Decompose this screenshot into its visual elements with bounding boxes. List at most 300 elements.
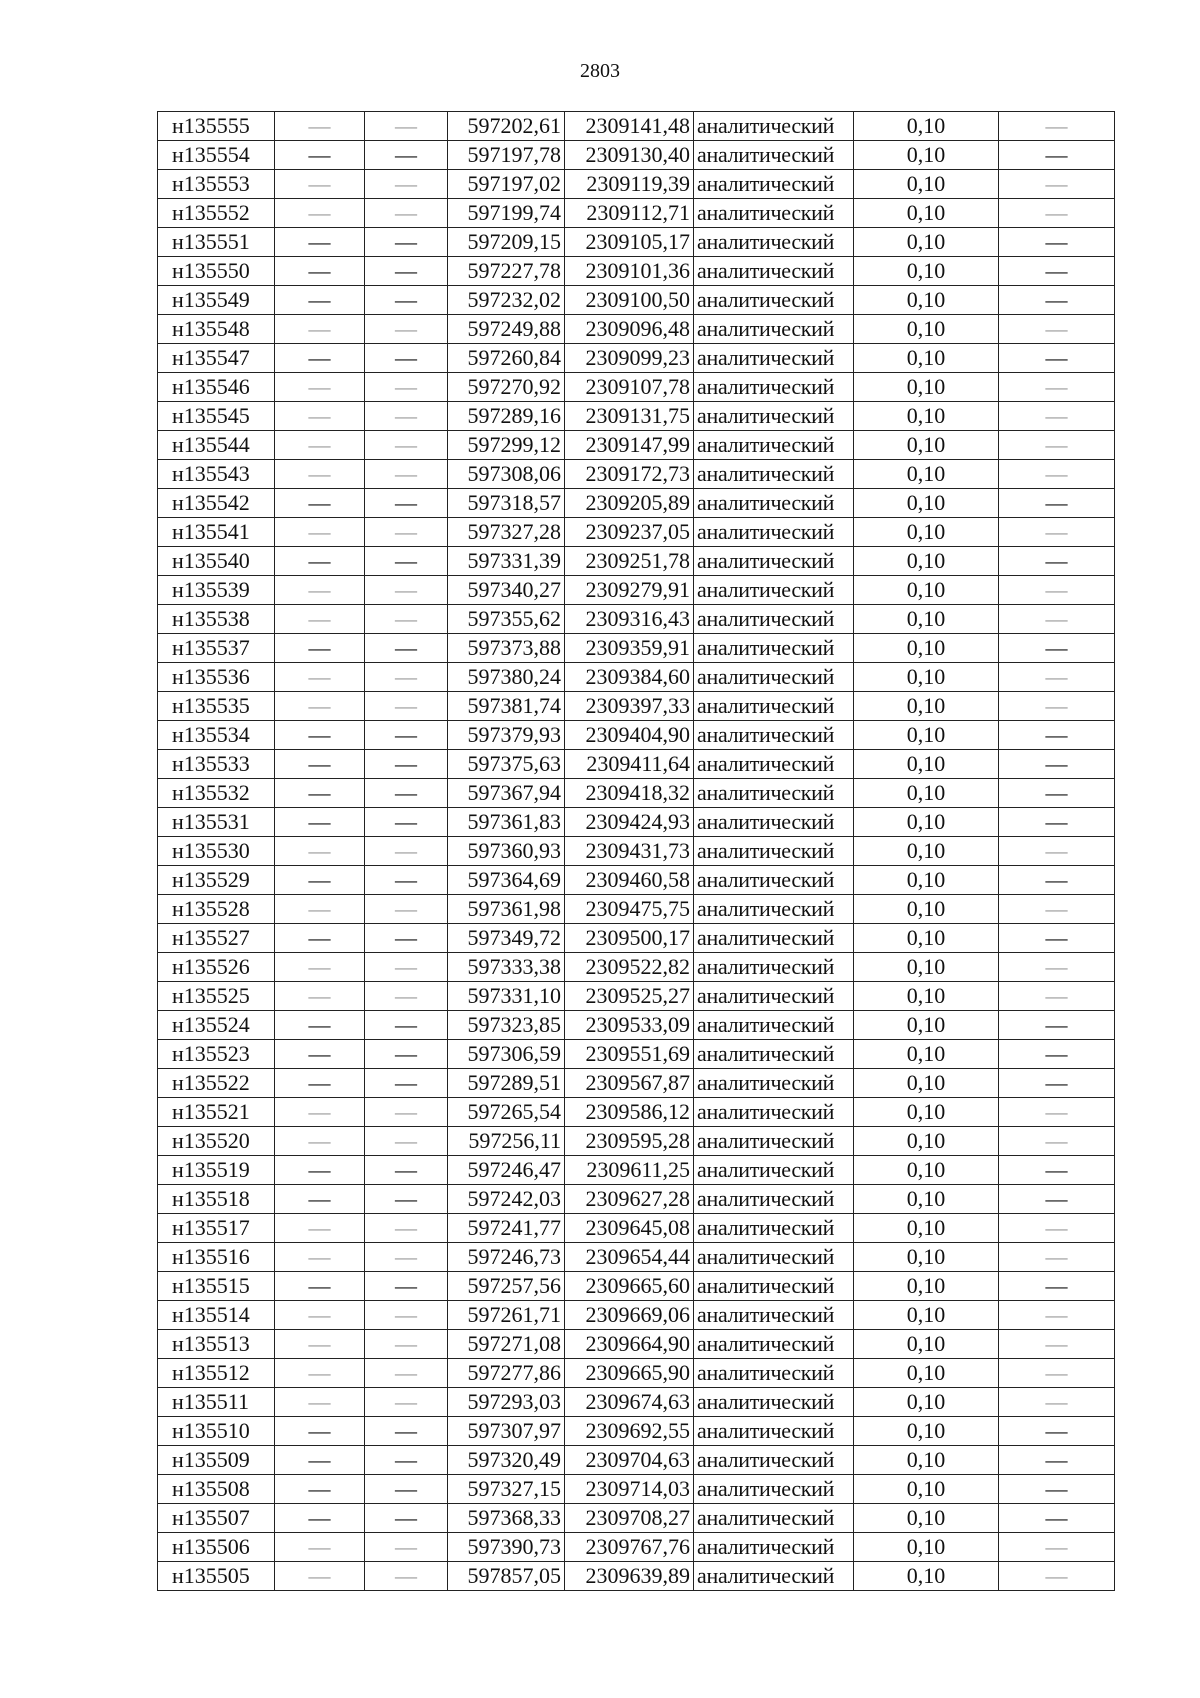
x-coordinate-cell: 597246,73: [448, 1243, 565, 1272]
table-row: [158, 228, 1115, 257]
method-cell: аналитический: [694, 663, 854, 692]
dash-cell-8: —: [999, 344, 1115, 373]
y-coordinate-cell: 2309384,60: [565, 663, 694, 692]
dash-cell-3: —: [365, 1475, 448, 1504]
x-coordinate-cell: 597390,73: [448, 1533, 565, 1562]
point-name-cell: н135548: [158, 315, 275, 344]
method-cell: аналитический: [694, 750, 854, 779]
point-name-cell: н135533: [158, 750, 275, 779]
x-coordinate-cell: 597257,56: [448, 1272, 565, 1301]
point-name-cell: н135507: [158, 1504, 275, 1533]
y-coordinate-cell: 2309112,71: [565, 199, 694, 228]
point-name-cell: н135544: [158, 431, 275, 460]
x-coordinate-cell: 597227,78: [448, 257, 565, 286]
dash-cell-8: —: [999, 1533, 1115, 1562]
point-name-cell: н135505: [158, 1562, 275, 1591]
point-name-cell: н135530: [158, 837, 275, 866]
point-name-cell: н135506: [158, 1533, 275, 1562]
y-coordinate-cell: 2309172,73: [565, 460, 694, 489]
y-coordinate-cell: 2309767,76: [565, 1533, 694, 1562]
dash-cell-3: —: [365, 460, 448, 489]
dash-cell-8: —: [999, 808, 1115, 837]
method-cell: аналитический: [694, 1243, 854, 1272]
dash-cell-3: —: [365, 1127, 448, 1156]
precision-cell: 0,10: [854, 1243, 999, 1272]
dash-cell-3: —: [365, 431, 448, 460]
y-coordinate-cell: 2309237,05: [565, 518, 694, 547]
dash-cell-3: —: [365, 1359, 448, 1388]
dash-cell-3: —: [365, 1417, 448, 1446]
method-cell: аналитический: [694, 199, 854, 228]
method-cell: аналитический: [694, 141, 854, 170]
table-row: [158, 1069, 1115, 1098]
dash-cell-2: —: [275, 257, 365, 286]
y-coordinate-cell: 2309654,44: [565, 1243, 694, 1272]
dash-cell-8: —: [999, 1562, 1115, 1591]
precision-cell: 0,10: [854, 373, 999, 402]
method-cell: аналитический: [694, 924, 854, 953]
dash-cell-3: —: [365, 808, 448, 837]
dash-cell-8: —: [999, 1185, 1115, 1214]
table-row: [158, 1475, 1115, 1504]
method-cell: аналитический: [694, 315, 854, 344]
y-coordinate-cell: 2309665,90: [565, 1359, 694, 1388]
point-name-cell: н135534: [158, 721, 275, 750]
precision-cell: 0,10: [854, 489, 999, 518]
dash-cell-2: —: [275, 895, 365, 924]
dash-cell-3: —: [365, 257, 448, 286]
y-coordinate-cell: 2309708,27: [565, 1504, 694, 1533]
x-coordinate-cell: 597320,49: [448, 1446, 565, 1475]
dash-cell-3: —: [365, 1214, 448, 1243]
dash-cell-3: —: [365, 1185, 448, 1214]
method-cell: аналитический: [694, 953, 854, 982]
dash-cell-2: —: [275, 518, 365, 547]
dash-cell-3: —: [365, 721, 448, 750]
point-name-cell: н135514: [158, 1301, 275, 1330]
dash-cell-2: —: [275, 315, 365, 344]
dash-cell-3: —: [365, 1533, 448, 1562]
dash-cell-2: —: [275, 431, 365, 460]
dash-cell-8: —: [999, 1272, 1115, 1301]
dash-cell-8: —: [999, 1156, 1115, 1185]
precision-cell: 0,10: [854, 460, 999, 489]
dash-cell-2: —: [275, 808, 365, 837]
table-row: [158, 1040, 1115, 1069]
table-row: [158, 692, 1115, 721]
method-cell: аналитический: [694, 1359, 854, 1388]
y-coordinate-cell: 2309704,63: [565, 1446, 694, 1475]
dash-cell-8: —: [999, 1011, 1115, 1040]
point-name-cell: н135551: [158, 228, 275, 257]
y-coordinate-cell: 2309105,17: [565, 228, 694, 257]
precision-cell: 0,10: [854, 924, 999, 953]
dash-cell-2: —: [275, 1533, 365, 1562]
dash-cell-8: —: [999, 779, 1115, 808]
dash-cell-3: —: [365, 315, 448, 344]
precision-cell: 0,10: [854, 1301, 999, 1330]
dash-cell-8: —: [999, 257, 1115, 286]
point-name-cell: н135512: [158, 1359, 275, 1388]
method-cell: аналитический: [694, 1504, 854, 1533]
dash-cell-8: —: [999, 895, 1115, 924]
y-coordinate-cell: 2309522,82: [565, 953, 694, 982]
method-cell: аналитический: [694, 344, 854, 373]
method-cell: аналитический: [694, 402, 854, 431]
dash-cell-2: —: [275, 605, 365, 634]
y-coordinate-cell: 2309141,48: [565, 112, 694, 141]
precision-cell: 0,10: [854, 1446, 999, 1475]
table-row: [158, 924, 1115, 953]
x-coordinate-cell: 597277,86: [448, 1359, 565, 1388]
dash-cell-2: —: [275, 837, 365, 866]
x-coordinate-cell: 597232,02: [448, 286, 565, 315]
point-name-cell: н135541: [158, 518, 275, 547]
x-coordinate-cell: 597373,88: [448, 634, 565, 663]
table-row: [158, 286, 1115, 315]
dash-cell-3: —: [365, 1446, 448, 1475]
method-cell: аналитический: [694, 1562, 854, 1591]
dash-cell-3: —: [365, 779, 448, 808]
precision-cell: 0,10: [854, 634, 999, 663]
dash-cell-8: —: [999, 518, 1115, 547]
dash-cell-3: —: [365, 692, 448, 721]
dash-cell-2: —: [275, 402, 365, 431]
method-cell: аналитический: [694, 1214, 854, 1243]
dash-cell-2: —: [275, 692, 365, 721]
dash-cell-8: —: [999, 866, 1115, 895]
dash-cell-2: —: [275, 1301, 365, 1330]
table-row: [158, 1098, 1115, 1127]
precision-cell: 0,10: [854, 1272, 999, 1301]
y-coordinate-cell: 2309525,27: [565, 982, 694, 1011]
point-name-cell: н135523: [158, 1040, 275, 1069]
precision-cell: 0,10: [854, 402, 999, 431]
dash-cell-2: —: [275, 576, 365, 605]
precision-cell: 0,10: [854, 1127, 999, 1156]
y-coordinate-cell: 2309397,33: [565, 692, 694, 721]
precision-cell: 0,10: [854, 663, 999, 692]
method-cell: аналитический: [694, 1156, 854, 1185]
x-coordinate-cell: 597340,27: [448, 576, 565, 605]
precision-cell: 0,10: [854, 605, 999, 634]
y-coordinate-cell: 2309431,73: [565, 837, 694, 866]
dash-cell-3: —: [365, 141, 448, 170]
dash-cell-3: —: [365, 634, 448, 663]
dash-cell-2: —: [275, 228, 365, 257]
y-coordinate-cell: 2309101,36: [565, 257, 694, 286]
x-coordinate-cell: 597289,51: [448, 1069, 565, 1098]
x-coordinate-cell: 597331,10: [448, 982, 565, 1011]
dash-cell-8: —: [999, 199, 1115, 228]
precision-cell: 0,10: [854, 141, 999, 170]
method-cell: аналитический: [694, 576, 854, 605]
y-coordinate-cell: 2309645,08: [565, 1214, 694, 1243]
y-coordinate-cell: 2309100,50: [565, 286, 694, 315]
table-row: [158, 460, 1115, 489]
method-cell: аналитический: [694, 779, 854, 808]
table-row: [158, 141, 1115, 170]
table-row: [158, 895, 1115, 924]
dash-cell-2: —: [275, 1011, 365, 1040]
dash-cell-8: —: [999, 750, 1115, 779]
table-row: [158, 1185, 1115, 1214]
x-coordinate-cell: 597299,12: [448, 431, 565, 460]
dash-cell-3: —: [365, 1388, 448, 1417]
precision-cell: 0,10: [854, 837, 999, 866]
x-coordinate-cell: 597333,38: [448, 953, 565, 982]
dash-cell-3: —: [365, 1562, 448, 1591]
point-name-cell: н135532: [158, 779, 275, 808]
point-name-cell: н135516: [158, 1243, 275, 1272]
x-coordinate-cell: 597293,03: [448, 1388, 565, 1417]
x-coordinate-cell: 597349,72: [448, 924, 565, 953]
dash-cell-2: —: [275, 1098, 365, 1127]
method-cell: аналитический: [694, 1301, 854, 1330]
x-coordinate-cell: 597367,94: [448, 779, 565, 808]
dash-cell-2: —: [275, 373, 365, 402]
x-coordinate-cell: 597318,57: [448, 489, 565, 518]
dash-cell-8: —: [999, 1243, 1115, 1272]
y-coordinate-cell: 2309595,28: [565, 1127, 694, 1156]
precision-cell: 0,10: [854, 1330, 999, 1359]
y-coordinate-cell: 2309119,39: [565, 170, 694, 199]
x-coordinate-cell: 597375,63: [448, 750, 565, 779]
point-name-cell: н135515: [158, 1272, 275, 1301]
dash-cell-2: —: [275, 460, 365, 489]
table-row: [158, 373, 1115, 402]
table-row: [158, 1301, 1115, 1330]
y-coordinate-cell: 2309669,06: [565, 1301, 694, 1330]
x-coordinate-cell: 597323,85: [448, 1011, 565, 1040]
dash-cell-3: —: [365, 1301, 448, 1330]
y-coordinate-cell: 2309131,75: [565, 402, 694, 431]
point-name-cell: н135511: [158, 1388, 275, 1417]
table-row: [158, 779, 1115, 808]
method-cell: аналитический: [694, 489, 854, 518]
method-cell: аналитический: [694, 431, 854, 460]
dash-cell-8: —: [999, 286, 1115, 315]
dash-cell-3: —: [365, 1040, 448, 1069]
point-name-cell: н135539: [158, 576, 275, 605]
dash-cell-3: —: [365, 547, 448, 576]
method-cell: аналитический: [694, 286, 854, 315]
point-name-cell: н135531: [158, 808, 275, 837]
x-coordinate-cell: 597197,78: [448, 141, 565, 170]
point-name-cell: н135527: [158, 924, 275, 953]
precision-cell: 0,10: [854, 257, 999, 286]
table-row: [158, 1243, 1115, 1272]
dash-cell-2: —: [275, 1069, 365, 1098]
x-coordinate-cell: 597289,16: [448, 402, 565, 431]
x-coordinate-cell: 597265,54: [448, 1098, 565, 1127]
method-cell: аналитический: [694, 692, 854, 721]
method-cell: аналитический: [694, 547, 854, 576]
dash-cell-8: —: [999, 112, 1115, 141]
precision-cell: 0,10: [854, 779, 999, 808]
precision-cell: 0,10: [854, 518, 999, 547]
point-name-cell: н135537: [158, 634, 275, 663]
dash-cell-3: —: [365, 837, 448, 866]
dash-cell-3: —: [365, 199, 448, 228]
method-cell: аналитический: [694, 1475, 854, 1504]
dash-cell-3: —: [365, 982, 448, 1011]
method-cell: аналитический: [694, 895, 854, 924]
precision-cell: 0,10: [854, 866, 999, 895]
precision-cell: 0,10: [854, 1359, 999, 1388]
dash-cell-2: —: [275, 750, 365, 779]
x-coordinate-cell: 597361,83: [448, 808, 565, 837]
dash-cell-3: —: [365, 1272, 448, 1301]
method-cell: аналитический: [694, 373, 854, 402]
point-name-cell: н135522: [158, 1069, 275, 1098]
precision-cell: 0,10: [854, 576, 999, 605]
dash-cell-3: —: [365, 112, 448, 141]
dash-cell-8: —: [999, 170, 1115, 199]
dash-cell-3: —: [365, 373, 448, 402]
precision-cell: 0,10: [854, 431, 999, 460]
precision-cell: 0,10: [854, 547, 999, 576]
dash-cell-8: —: [999, 1504, 1115, 1533]
x-coordinate-cell: 597260,84: [448, 344, 565, 373]
table-row: [158, 663, 1115, 692]
precision-cell: 0,10: [854, 315, 999, 344]
x-coordinate-cell: 597246,47: [448, 1156, 565, 1185]
table-row: [158, 344, 1115, 373]
dash-cell-2: —: [275, 112, 365, 141]
point-name-cell: н135552: [158, 199, 275, 228]
precision-cell: 0,10: [854, 953, 999, 982]
method-cell: аналитический: [694, 1098, 854, 1127]
table-row: [158, 721, 1115, 750]
precision-cell: 0,10: [854, 1475, 999, 1504]
x-coordinate-cell: 597261,71: [448, 1301, 565, 1330]
x-coordinate-cell: 597857,05: [448, 1562, 565, 1591]
dash-cell-3: —: [365, 953, 448, 982]
dash-cell-2: —: [275, 1040, 365, 1069]
precision-cell: 0,10: [854, 1185, 999, 1214]
table-row: [158, 1272, 1115, 1301]
point-name-cell: н135518: [158, 1185, 275, 1214]
dash-cell-8: —: [999, 228, 1115, 257]
dash-cell-8: —: [999, 721, 1115, 750]
y-coordinate-cell: 2309147,99: [565, 431, 694, 460]
table-row: [158, 634, 1115, 663]
table-row: [158, 1388, 1115, 1417]
x-coordinate-cell: 597327,15: [448, 1475, 565, 1504]
point-name-cell: н135513: [158, 1330, 275, 1359]
dash-cell-3: —: [365, 228, 448, 257]
dash-cell-2: —: [275, 1417, 365, 1446]
table-row: [158, 837, 1115, 866]
y-coordinate-cell: 2309586,12: [565, 1098, 694, 1127]
point-name-cell: н135521: [158, 1098, 275, 1127]
table-row: [158, 576, 1115, 605]
method-cell: аналитический: [694, 1388, 854, 1417]
dash-cell-8: —: [999, 1127, 1115, 1156]
precision-cell: 0,10: [854, 692, 999, 721]
dash-cell-8: —: [999, 1040, 1115, 1069]
table-row: [158, 1214, 1115, 1243]
dash-cell-8: —: [999, 605, 1115, 634]
point-name-cell: н135546: [158, 373, 275, 402]
dash-cell-8: —: [999, 489, 1115, 518]
dash-cell-8: —: [999, 460, 1115, 489]
y-coordinate-cell: 2309639,89: [565, 1562, 694, 1591]
x-coordinate-cell: 597331,39: [448, 547, 565, 576]
y-coordinate-cell: 2309418,32: [565, 779, 694, 808]
method-cell: аналитический: [694, 112, 854, 141]
dash-cell-2: —: [275, 170, 365, 199]
method-cell: аналитический: [694, 1446, 854, 1475]
x-coordinate-cell: 597380,24: [448, 663, 565, 692]
table-row: [158, 1562, 1115, 1591]
x-coordinate-cell: 597368,33: [448, 1504, 565, 1533]
dash-cell-2: —: [275, 1330, 365, 1359]
dash-cell-2: —: [275, 1446, 365, 1475]
y-coordinate-cell: 2309567,87: [565, 1069, 694, 1098]
dash-cell-8: —: [999, 1388, 1115, 1417]
dash-cell-2: —: [275, 1272, 365, 1301]
precision-cell: 0,10: [854, 112, 999, 141]
method-cell: аналитический: [694, 170, 854, 199]
dash-cell-8: —: [999, 1446, 1115, 1475]
table-row: [158, 1156, 1115, 1185]
y-coordinate-cell: 2309316,43: [565, 605, 694, 634]
dash-cell-3: —: [365, 1098, 448, 1127]
table-row: [158, 402, 1115, 431]
dash-cell-8: —: [999, 576, 1115, 605]
table-row: [158, 170, 1115, 199]
x-coordinate-cell: 597197,02: [448, 170, 565, 199]
dash-cell-2: —: [275, 344, 365, 373]
dash-cell-8: —: [999, 373, 1115, 402]
method-cell: аналитический: [694, 808, 854, 837]
method-cell: аналитический: [694, 460, 854, 489]
point-name-cell: н135535: [158, 692, 275, 721]
dash-cell-2: —: [275, 286, 365, 315]
y-coordinate-cell: 2309359,91: [565, 634, 694, 663]
table-row: [158, 1011, 1115, 1040]
y-coordinate-cell: 2309099,23: [565, 344, 694, 373]
table-body: [158, 112, 1115, 1591]
x-coordinate-cell: 597271,08: [448, 1330, 565, 1359]
dash-cell-2: —: [275, 1127, 365, 1156]
x-coordinate-cell: 597327,28: [448, 518, 565, 547]
dash-cell-8: —: [999, 924, 1115, 953]
method-cell: аналитический: [694, 866, 854, 895]
dash-cell-2: —: [275, 866, 365, 895]
y-coordinate-cell: 2309714,03: [565, 1475, 694, 1504]
dash-cell-8: —: [999, 1475, 1115, 1504]
precision-cell: 0,10: [854, 1214, 999, 1243]
y-coordinate-cell: 2309096,48: [565, 315, 694, 344]
dash-cell-3: —: [365, 866, 448, 895]
dash-cell-3: —: [365, 924, 448, 953]
dash-cell-8: —: [999, 1098, 1115, 1127]
dash-cell-8: —: [999, 402, 1115, 431]
precision-cell: 0,10: [854, 895, 999, 924]
method-cell: аналитический: [694, 1127, 854, 1156]
method-cell: аналитический: [694, 721, 854, 750]
point-name-cell: н135538: [158, 605, 275, 634]
dash-cell-8: —: [999, 1069, 1115, 1098]
x-coordinate-cell: 597306,59: [448, 1040, 565, 1069]
table-row: [158, 750, 1115, 779]
point-name-cell: н135524: [158, 1011, 275, 1040]
point-name-cell: н135536: [158, 663, 275, 692]
point-name-cell: н135510: [158, 1417, 275, 1446]
